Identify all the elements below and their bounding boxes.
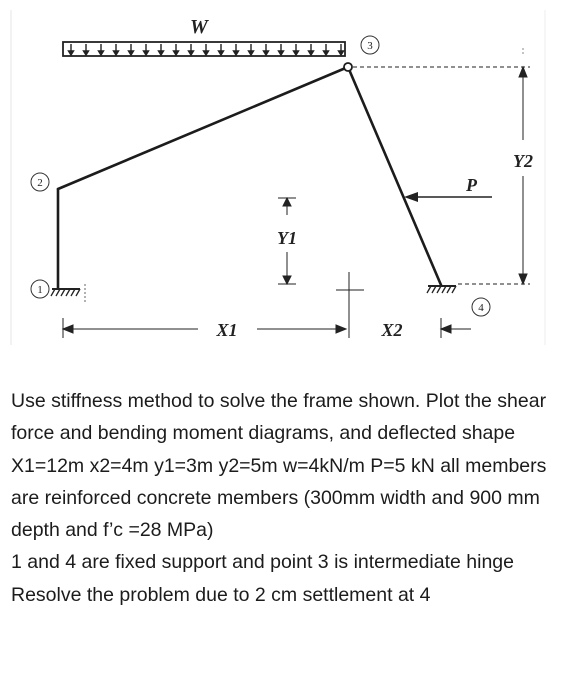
problem-line: 1 and 4 are fixed support and point 3 is intermediate hinge <box>11 551 515 574</box>
problem-statement <box>11 385 556 611</box>
load-arrow-head <box>249 51 254 55</box>
load-arrow-head <box>129 51 134 55</box>
load-arrow-head <box>234 51 239 55</box>
member-3-4 <box>348 67 441 285</box>
dim-x2-label: X2 <box>381 320 403 340</box>
svg-text:2: 2 <box>37 177 43 189</box>
load-arrow-head <box>69 51 74 55</box>
point-load-p <box>404 192 492 202</box>
hinge-node-3 <box>344 63 352 71</box>
fixed-support-node-4 <box>427 286 456 293</box>
fixed-support-node-1 <box>51 284 85 304</box>
load-arrow-head <box>114 51 119 55</box>
frame-figure <box>0 0 562 345</box>
load-arrow-head <box>159 51 164 55</box>
dim-y2-label: Y2 <box>513 151 533 171</box>
load-arrow-head <box>84 51 89 55</box>
problem-line: Resolve the problem due to 2 cm settlement at 4 <box>11 583 431 606</box>
dim-x1-label: X1 <box>216 320 238 340</box>
svg-text:3: 3 <box>367 40 373 52</box>
svg-text:1: 1 <box>37 284 43 296</box>
dim-y1-label: Y1 <box>277 228 297 248</box>
load-arrow-head <box>144 51 149 55</box>
load-arrow-head <box>174 51 179 55</box>
load-arrow-head <box>189 51 194 55</box>
load-arrow-head <box>309 51 314 55</box>
load-arrow-head <box>279 51 284 55</box>
load-w-label: W <box>190 16 208 38</box>
load-arrow-head <box>204 51 209 55</box>
problem-line: X1=12m x2=4m y1=3m y2=5m w=4kN/m P=5 kN all members are reinforced concrete members (300mm width and 900 mm depth and f’c =28 MPa) <box>11 454 547 542</box>
load-p-label: P <box>466 175 477 195</box>
svg-text:4: 4 <box>478 302 484 314</box>
dimension-x <box>63 272 471 338</box>
node-2-marker <box>31 173 49 191</box>
problem-line: Use stiffness method to solve the frame shown. Plot the shear force and bending moment diagrams, and deflected shape <box>11 390 547 445</box>
node-1-marker <box>31 280 49 298</box>
load-arrow-head <box>294 51 299 55</box>
node-4-marker <box>472 298 490 316</box>
load-arrow-head <box>324 51 329 55</box>
load-arrow-head <box>99 51 104 55</box>
distributed-load <box>63 42 345 56</box>
load-arrow-head <box>264 51 269 55</box>
dimension-y2 <box>353 48 530 284</box>
load-arrow-head <box>219 51 224 55</box>
member-2-3 <box>58 67 348 189</box>
frame-members <box>58 67 441 288</box>
node-3-marker <box>361 36 379 54</box>
load-arrow-head <box>339 51 344 55</box>
